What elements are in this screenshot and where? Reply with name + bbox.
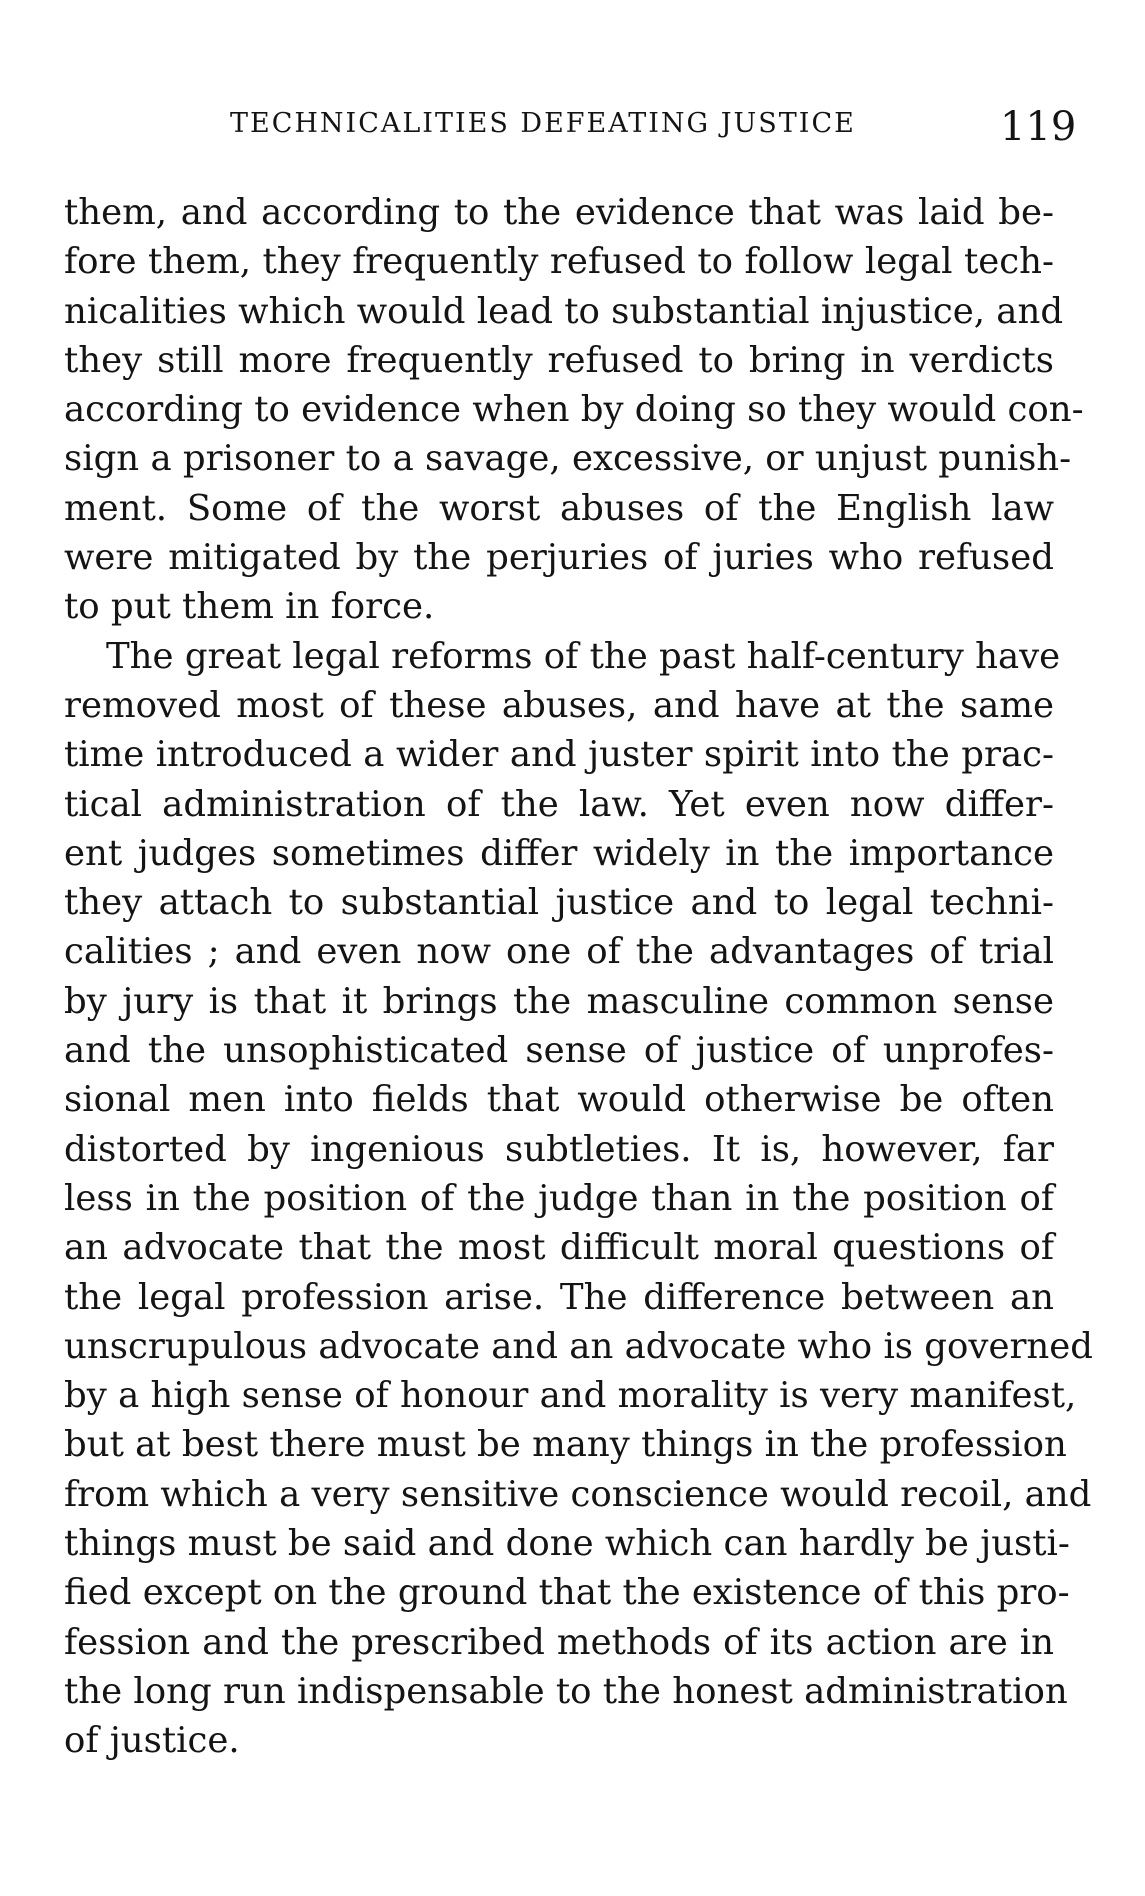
text-line: according to evidence when by doing so they would con-	[64, 389, 1084, 431]
text-line: The great legal reforms of the past half-century have	[106, 635, 1061, 677]
text-line: fore them, they frequently refused to follow legal tech-	[64, 241, 1054, 283]
text-line: them, and according to the evidence that was laid be-	[64, 192, 1054, 233]
running-title: TECHNICALITIES DEFEATING JUSTICE	[230, 108, 856, 139]
text-line: things must be said and done which can hardly be justi-	[64, 1523, 1070, 1565]
text-line: less in the position of the judge than in the position of	[64, 1177, 1054, 1219]
text-line: they still more frequently refused to bring in verdicts	[64, 339, 1054, 381]
text-line: an advocate that the most difficult moral questions of	[64, 1227, 1054, 1269]
text-line: by a high sense of honour and morality is very manifest,	[64, 1375, 1077, 1417]
text-line: they attach to substantial justice and to legal techni-	[64, 882, 1054, 924]
text-line: sign a prisoner to a savage, excessive, or unjust punish-	[64, 438, 1072, 480]
text-line: sional men into fields that would otherwise be often	[64, 1079, 1054, 1121]
body-text	[64, 188, 1094, 1766]
text-line: fied except on the ground that the existence of this pro-	[64, 1572, 1070, 1614]
text-line: unscrupulous advocate and an advocate who is governed	[64, 1325, 1094, 1367]
text-line: of justice.	[64, 1720, 240, 1762]
text-line: the legal profession arise. The difference between an	[64, 1276, 1054, 1318]
text-line: the long run indispensable to the honest administration	[64, 1670, 1068, 1712]
text-line: fession and the prescribed methods of its action are in	[64, 1621, 1054, 1663]
text-line: from which a very sensitive conscience would recoil, and	[64, 1473, 1092, 1515]
text-line: and the unsophisticated sense of justice of unprofes-	[64, 1030, 1054, 1072]
text-line: ent judges sometimes differ widely in the importance	[64, 832, 1054, 874]
text-line: but at best there must be many things in the profession	[64, 1424, 1067, 1466]
text-line: ment. Some of the worst abuses of the English law	[64, 487, 1054, 529]
text-line: by jury is that it brings the masculine common sense	[64, 980, 1054, 1022]
paragraph-2	[64, 632, 1094, 1766]
text-line: distorted by ingenious subtleties. It is, however, far	[64, 1128, 1054, 1170]
text-line: time introduced a wider and juster spirit into the prac-	[64, 734, 1054, 776]
text-line: to put them in force.	[64, 586, 435, 628]
page-number: 119	[1000, 104, 1077, 150]
running-header	[190, 104, 1077, 158]
paragraph-1	[64, 188, 1084, 632]
text-line: removed most of these abuses, and have at the same	[64, 684, 1054, 726]
text-line: calities ; and even now one of the advantages of trial	[64, 931, 1054, 973]
text-line: nicalities which would lead to substantial injustice, and	[64, 290, 1064, 332]
text-line: tical administration of the law. Yet even now differ-	[64, 783, 1054, 825]
text-line: were mitigated by the perjuries of juries who refused	[64, 537, 1054, 579]
